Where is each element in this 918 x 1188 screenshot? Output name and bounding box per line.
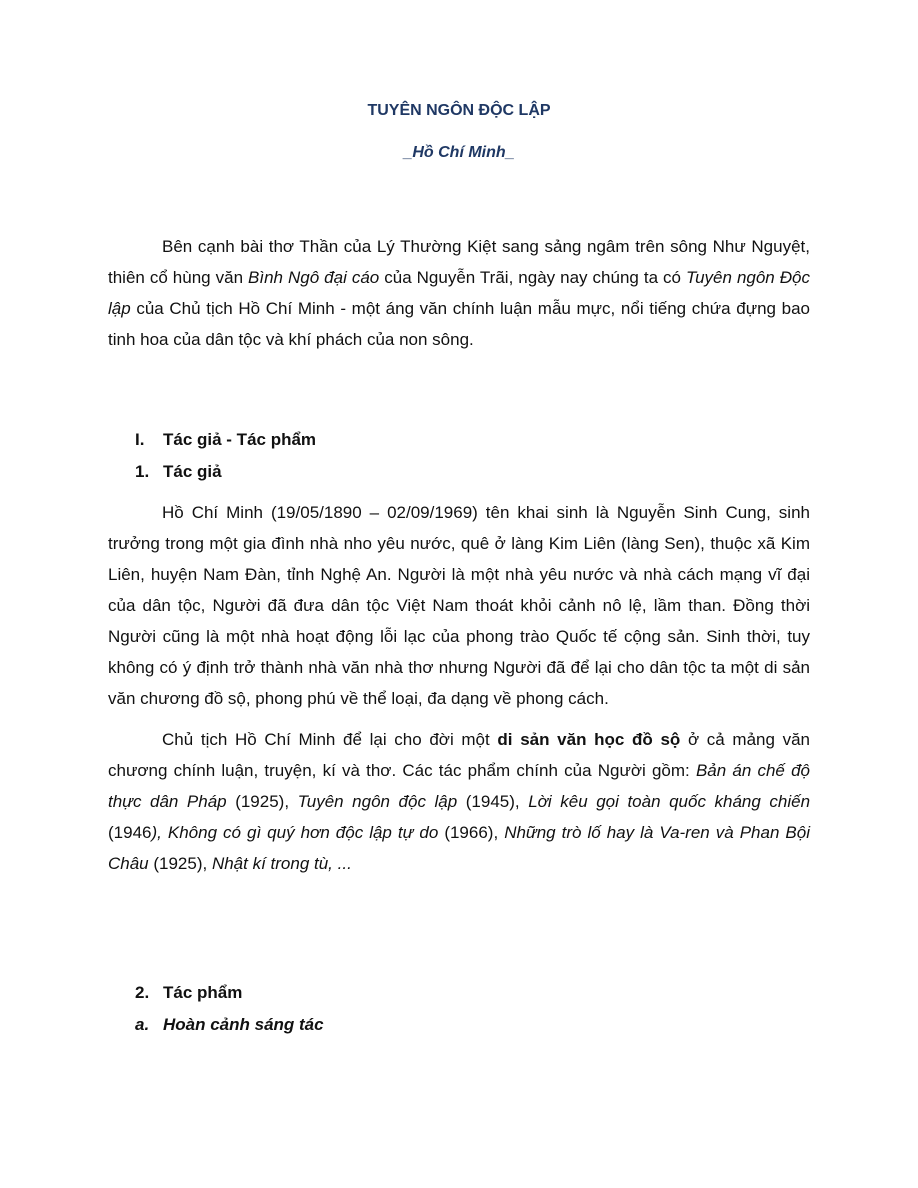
works-text-6: (1966), — [438, 823, 505, 842]
document-title: TUYÊN NGÔN ĐỘC LẬP — [367, 102, 551, 119]
intro-text-1: Bên cạnh bài thơ Thần của Lý Thường Kiệt sang sảng ngâm trên sông Như Nguyệt, thiên cổ hùng văn — [108, 237, 810, 287]
document-page — [108, 100, 810, 1040]
author-paragraph: Hồ Chí Minh (19/05/1890 – 02/09/1969) tên khai sinh là Nguyễn Sinh Cung, sinh trưởng trong một gia đình nhà nho yêu nước, quê ở làng Kim Liên (làng Sen), thuộc xã Kim Liên, huyện Nam Đàn, tỉnh Nghệ An. Người là một nhà yêu nước và nhà cách mạng vĩ đại của dân tộc, Người đã đưa dân tộc Việt Nam thoát khỏi cảnh nô lệ, lầm than. Đồng thời Người cũng là một nhà hoạt động lỗi lạc của phong trào Quốc tế cộng sản. Sinh thời, tuy không có ý định trở thành nhà văn nhà thơ nhưng Người đã để lại cho dân tộc ta một di sản văn chương đồ sộ, phong phú về thể loại, đa dạng về phong cách. — [108, 503, 810, 708]
subheading-context — [108, 1009, 810, 1040]
subheading-label: Tác giả — [163, 462, 222, 481]
intro-text-2: của Nguyễn Trãi, ngày nay chúng ta có — [379, 268, 686, 287]
works-italic-2: Tuyên ngôn độc lập — [297, 792, 458, 811]
works-italic-4: ), Không có gì quý hơn độc lập tự do — [151, 823, 439, 842]
works-text-4: (1945), — [457, 792, 529, 811]
section-label: Tác giả - Tác phẩm — [163, 430, 317, 449]
subheading-label: Tác phẩm — [163, 983, 243, 1002]
subheading-author — [108, 456, 810, 487]
works-text-2: ở cả mảng văn chương chính luận, truyện, kí và thơ. Các tác phẩm chính của Người gồm: — [108, 730, 811, 780]
author-byline: _Hồ Chí Minh_ — [403, 144, 515, 161]
works-text-7: (1925), — [148, 854, 212, 873]
intro-italic-2: Tuyên ngôn Độc lập — [108, 268, 810, 318]
subheading-letter: a. — [135, 1015, 150, 1034]
intro-italic-1: Bình Ngô đại cáo — [248, 268, 380, 287]
works-paragraph — [108, 724, 810, 879]
subheading-works — [108, 977, 810, 1008]
works-italic-3: Lời kêu gọi toàn quốc kháng chiến — [528, 792, 811, 811]
works-italic-6: Nhật kí trong tù, ... — [211, 854, 352, 873]
works-text-5: (1946 — [108, 823, 152, 842]
subheading-number: 2. — [135, 983, 150, 1002]
intro-paragraph — [108, 231, 810, 355]
intro-text-3: của Chủ tịch Hồ Chí Minh - một áng văn chính luận mẫu mực, nổi tiếng chứa đựng bao tinh hoa của dân tộc và khí phách của non sông. — [108, 299, 810, 349]
subheading-number: 1. — [135, 462, 150, 481]
section-number: I. — [135, 430, 145, 449]
works-text-1: Chủ tịch Hồ Chí Minh để lại cho đời một — [162, 730, 498, 749]
works-italic-1: Bản án chế độ thực dân Pháp — [108, 761, 810, 811]
works-italic-5: Những trò lố hay là Va-ren và Phan Bội Châu — [108, 823, 810, 873]
works-text-3: (1925), — [226, 792, 298, 811]
subheading-label: Hoàn cảnh sáng tác — [163, 1015, 324, 1034]
works-bold-1: di sản văn học đồ sộ — [497, 730, 681, 749]
section-heading-1 — [108, 424, 810, 455]
